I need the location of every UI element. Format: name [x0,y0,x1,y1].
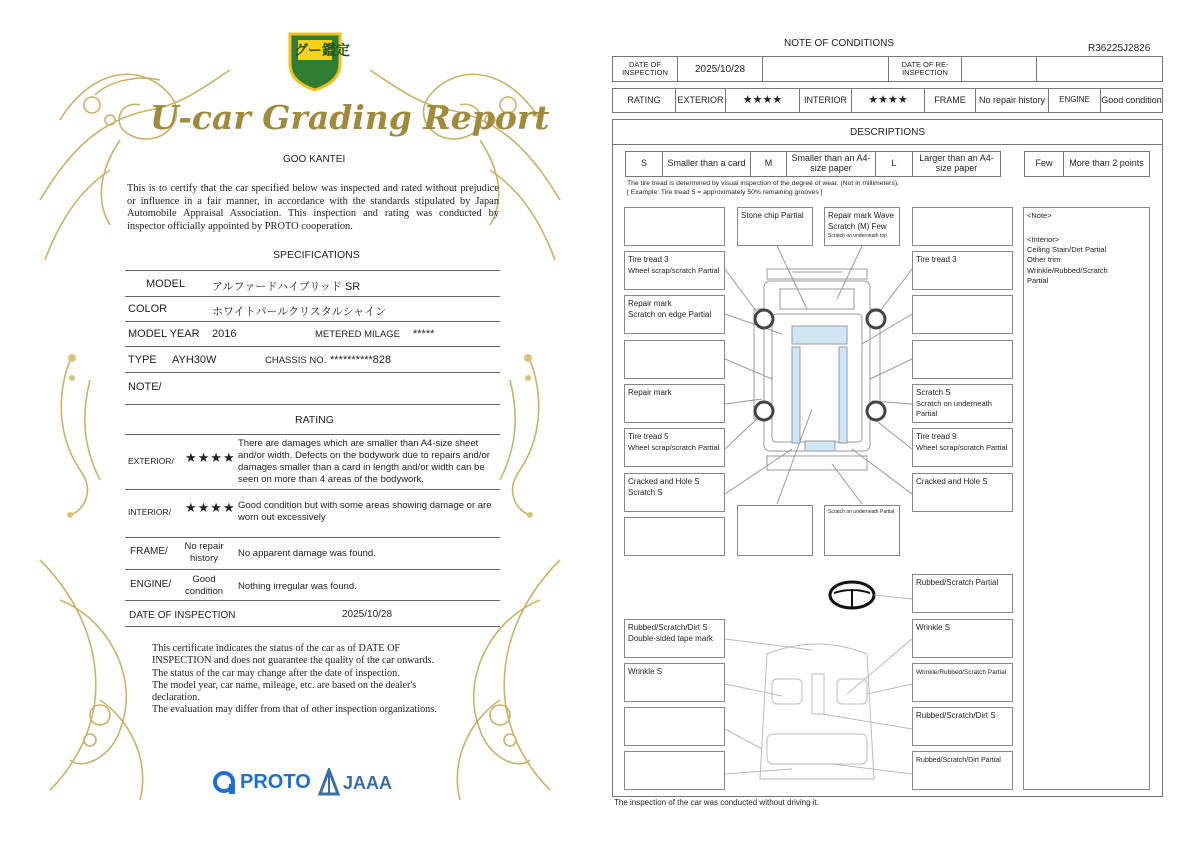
certificate-disclaimer [152,643,437,717]
reinspection-value-2 [1036,56,1163,82]
rating-heading: RATING [295,414,334,426]
metered-milage-value: ***** [413,328,435,340]
frame-description: No apparent damage was found. [238,548,376,559]
type-value: AYH30W [172,354,217,366]
frame-label: FRAME [924,88,976,113]
rating-label: RATING [612,88,676,113]
divider [125,434,500,435]
interior-label: INTERIOR/ [128,507,171,517]
divider [125,346,500,347]
note-text: Scratch S [916,388,951,397]
note-panel-line: Partial [1027,275,1049,285]
note-small-text: Scratch on underneath Partial [828,509,895,515]
exterior-description: There are damages which are smaller than A4-size sheet and/or width. Defects on the bodywork due to repairs and/or damages smaller than a card in length and/or width can be seen on more than 4 areas of the bodywork. [238,438,490,485]
note-text: Stone chip Partial [741,211,804,220]
note-text: Rubbed/Scratch Partial [916,578,999,587]
exterior-stars: ★★★★ [185,450,236,465]
divider [125,270,500,271]
reinspection-value-1 [961,56,1037,82]
sheet-title: NOTE OF CONDITIONS [784,38,894,49]
divider [125,600,500,601]
engine-value: Good condition [184,574,224,597]
note-box [624,751,725,790]
reference-number: R36225J2826 [1088,43,1151,54]
frame-value: No repair history [184,541,224,564]
note-text: Rubbed/Scratch/Dirt S [628,623,708,632]
model-year-value: 2016 [212,328,237,340]
legend-s: S [625,151,663,177]
exterior-stars: ★★★★ [725,88,800,113]
divider [125,626,500,627]
divider [125,372,500,373]
exterior-label: EXTERIOR/ [128,456,174,466]
note-text: Tire tread 5 [628,432,669,441]
note-label: NOTE/ [128,381,162,393]
note-text: Scratch S [628,487,663,497]
note-text: Cracked and Hole S [916,477,988,486]
jaaa-logo-icon [318,768,340,796]
disclaimer-line: The evaluation may differ from that of other inspection organizations. [152,704,437,716]
legend-s-desc: Smaller than a card [662,151,751,177]
interior-label: INTERIOR [799,88,852,113]
note-rubbed-dirt-s [912,707,1013,746]
legend-l: L [875,151,913,177]
divider [125,537,500,538]
note-text: Double-sided tape mark [628,633,713,643]
engine-description: Nothing irregular was found. [238,581,357,592]
type-label: TYPE [128,354,157,366]
interior-stars: ★★★★ [851,88,925,113]
note-panel [1023,207,1150,790]
note-panel-line: Ceiling Stain/Dirt Partial [1027,245,1107,255]
note-text: Wheel scrap/scratch Partial [628,265,720,275]
note-rubbed-dirt-partial [912,751,1013,790]
note-wrinkle-left [624,663,725,702]
divider [125,296,500,297]
certificate-subtitle: GOO KANTEI [283,154,346,165]
interior-stars: ★★★★ [185,500,236,515]
disclaimer-line: The status of the car may change after the date of inspection. [152,667,400,679]
note-text: Wrinkle S [628,667,663,676]
divider [125,569,500,570]
exterior-label: EXTERIOR [675,88,726,113]
steering-wheel-icon [830,582,874,608]
disclaimer-line: This certificate indicates the status of the car as of DATE OF [152,643,401,654]
note-text: Scratch on underneath Partial [916,398,992,418]
date-of-inspection-value: 2025/10/28 [342,609,393,620]
badge-text: グー鑑定 [294,42,350,58]
certificate-intro: This is to certify that the car specified below was inspected and rated without prejudice or influence in a fair manner, in accordance with the standards stipulated by Japan Automobile Appraisal Association. This inspection and rating was conducted by inspector officially appointed by PROTO cooperation. [127,183,499,232]
model-label: MODEL [146,278,186,290]
date-of-inspection-label: DATE OF INSPECTION [612,56,678,82]
divider [125,321,500,322]
note-text: Tire tread 9 [916,432,957,441]
note-text: Repair mark Wave Scratch (M) Few [828,211,894,231]
note-text: Rubbed/Scratch/Dirt Partial [916,757,1001,764]
engine-label: ENGINE [1048,88,1101,113]
note-text: Wheel scrap/scratch Partial [628,442,720,452]
note-wrinkle-right [912,619,1013,658]
proto-logo-icon [212,770,238,796]
chassis-label: CHASSIS NO. [265,355,327,366]
frame-label: FRAME/ [130,546,168,557]
note-text: Repair mark [628,388,672,397]
windshield-glass [792,326,847,344]
date-of-reinspection-label: DATE OF RE-INSPECTION [888,56,962,82]
model-year-label: MODEL YEAR [128,328,200,340]
certificate-title: U-car Grading Report [150,98,550,137]
engine-value: Good condition [1100,88,1163,113]
empty-cell [762,56,889,82]
divider [125,404,500,405]
note-text: Repair mark [628,299,672,308]
note-text: Scratch on edge Partial [628,309,712,319]
tread-note: The tire tread is determined by visual inspection of the degree of wear. (Not in millimeters). [627,180,899,187]
legend-few: Few [1024,151,1064,177]
note-dashboard [624,619,725,658]
interior-description: Good condition but with some areas showing damage or are worn out excessively [238,500,492,523]
date-of-inspection-value: 2025/10/28 [677,56,763,82]
disclaimer-line: declaration. [152,692,200,704]
divider [125,489,500,490]
note-text: Wrinkle S [916,623,951,632]
note-text: Tire tread 3 [628,255,669,264]
note-seat-right [912,663,1013,702]
color-label: COLOR [128,303,168,315]
note-small-text: Scratch on underneath top [828,232,887,239]
legend-few-desc: More than 2 points [1063,151,1150,177]
note-text: Wrinkle/Rubbed/Scratch Partial [916,669,1007,676]
note-panel-line: Wrinkle/Rubbed/Scratch [1027,265,1108,275]
note-box [624,707,725,746]
disclaimer-line: INSPECTION and does not guarantee the quality of the car onwards. [152,655,435,667]
note-text: Cracked and Hole S [628,477,700,486]
legend-m-desc: Smaller than an A4-size paper [786,151,876,177]
legend-l-desc: Larger than an A4-size paper [912,151,1001,177]
specifications-heading: SPECIFICATIONS [273,249,360,261]
frame-value: No repair history [975,88,1049,113]
disclaimer-line: The model year, car name, mileage, etc. are based on the dealer's [152,679,417,691]
note-steering [912,574,1013,613]
note-text: Wheel scrap/scratch Partial [916,442,1008,452]
model-value: アルファードハイブリッド SR [212,281,361,293]
legend-m: M [750,151,787,177]
sheet-footer: The inspection of the car was conducted without driving it. [614,798,819,807]
date-of-inspection-label: DATE OF INSPECTION [129,610,236,621]
engine-label: ENGINE/ [130,579,172,590]
note-text: Tire tread 3 [916,255,957,264]
note-text: Rubbed/Scratch/Dirt S [916,711,996,720]
chassis-value: **********828 [330,354,392,366]
descriptions-heading: DESCRIPTIONS [612,119,1163,145]
note-panel-interior-heading: <Interior> [1027,235,1060,245]
note-panel-heading: <Note> [1027,211,1052,220]
tread-example: [ Example: Tire tread 5 = approximately 50% remaining grooves ] [627,189,823,196]
color-value: ホワイトパールクリスタルシャイン [212,306,387,318]
metered-milage-label: METERED MILAGE [315,329,400,340]
jaaa-logo-text: JAAA [343,773,393,793]
proto-logo-text: PROTO [240,771,311,793]
note-panel-line: Other trim [1027,255,1061,265]
